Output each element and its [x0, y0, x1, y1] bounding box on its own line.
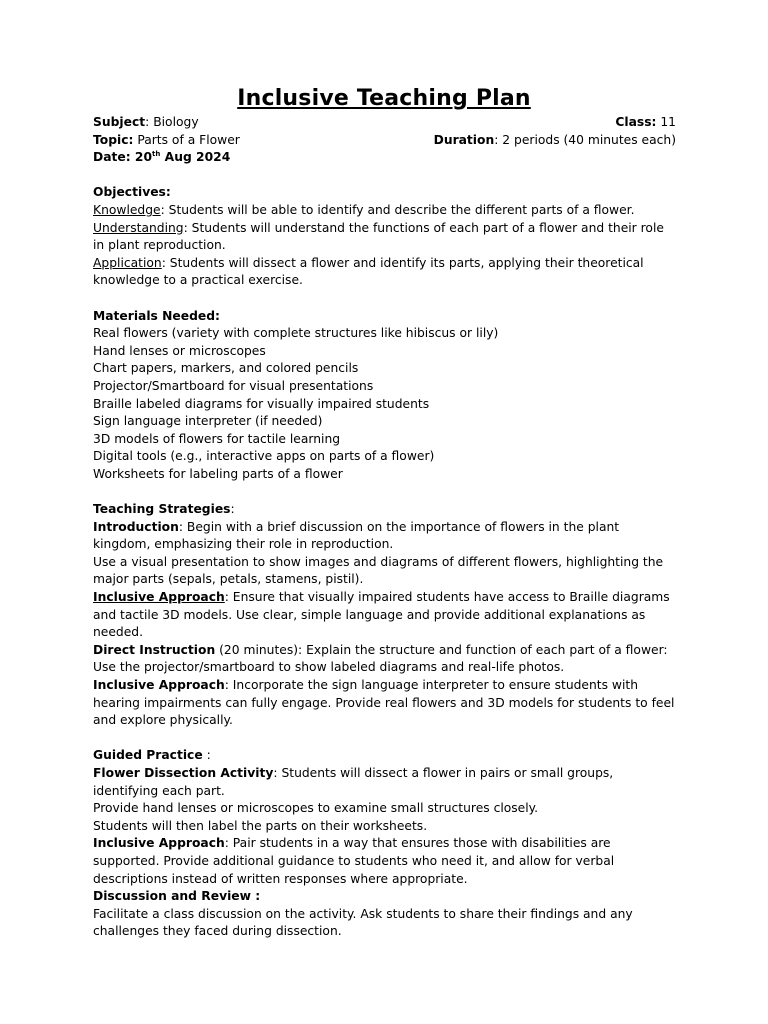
subject-class-row — [93, 114, 676, 132]
strategies-heading: Teaching Strategies: — [93, 502, 235, 517]
discussion-review-heading: Discussion and Review : — [93, 889, 261, 904]
material-item: Chart papers, markers, and colored pencils — [93, 361, 359, 376]
strategy-inclusive-approach-1: Inclusive Approach: Ensure that visually impaired students have access to Braille diagrams and tactile 3D models. Use clear, simple language and provide additional explanations as needed. — [93, 590, 670, 640]
strategy-direct-instruction: Direct Instruction (20 minutes): Explain the structure and function of each part of a flower: — [93, 642, 668, 657]
page-title: Inclusive Teaching Plan — [237, 86, 531, 111]
document-body — [93, 114, 676, 941]
material-item: 3D models of flowers for tactile learning — [93, 431, 341, 446]
duration-field: Duration: 2 periods (40 minutes each) — [433, 132, 676, 147]
strategy-projector: Use the projector/smartboard to show labeled diagrams and real-life photos. — [93, 660, 565, 675]
materials-heading: Materials Needed: — [93, 308, 220, 323]
subject-field: Subject: Biology — [93, 115, 199, 129]
guided-lenses: Provide hand lenses or microscopes to examine small structures closely. — [93, 801, 539, 816]
topic-duration-row — [93, 132, 676, 150]
guided-dissection: Flower Dissection Activity: Students will dissect a flower in pairs or small groups, identifying each part. — [93, 765, 614, 798]
strategy-introduction: Introduction: Begin with a brief discussion on the importance of flowers in the plant kingdom, emphasizing their role in reproduction. — [93, 519, 620, 552]
guided-inclusive-approach: Inclusive Approach: Pair students in a way that ensures those with disabilities are supported. Provide additional guidance to students who need it, and allow for verbal descriptions instead of written responses where appropriate. — [93, 836, 615, 886]
topic-field: Topic: Parts of a Flower — [93, 132, 240, 147]
material-item: Real flowers (variety with complete structures like hibiscus or lily) — [93, 326, 499, 341]
material-item: Digital tools (e.g., interactive apps on parts of a flower) — [93, 449, 435, 464]
strategy-inclusive-approach-2: Inclusive Approach: Incorporate the sign language interpreter to ensure students with hearing impairments can fully engage. Provide real flowers and 3D models for students to feel and explore physically. — [93, 678, 675, 728]
objective-understanding: Understanding: Students will understand the functions of each part of a flower and their role in plant reproduction. — [93, 220, 664, 253]
material-item: Hand lenses or microscopes — [93, 343, 266, 358]
guided-practice-heading: Guided Practice : — [93, 748, 211, 763]
discussion-review-text: Facilitate a class discussion on the activity. Ask students to share their findings and any challenges they faced during dissection. — [93, 906, 633, 939]
objectives-heading: Objectives: — [93, 185, 171, 200]
material-item: Worksheets for labeling parts of a flower — [93, 466, 343, 481]
class-field: Class: 11 — [615, 115, 676, 129]
objective-application: Application: Students will dissect a flower and identify its parts, applying their theoretical knowledge to a practical exercise. — [93, 255, 644, 288]
material-item: Projector/Smartboard for visual presentations — [93, 378, 374, 393]
objective-knowledge: Knowledge: Students will be able to identify and describe the different parts of a flower. — [93, 202, 635, 217]
strategy-visual: Use a visual presentation to show images and diagrams of different flowers, highlighting the major parts (sepals, petals, stamens, pistil). — [93, 554, 664, 587]
guided-labeling: Students will then label the parts on their worksheets. — [93, 818, 428, 833]
material-item: Braille labeled diagrams for visually impaired students — [93, 396, 430, 411]
material-item: Sign language interpreter (if needed) — [93, 414, 323, 429]
date-field: Date: 20th Aug 2024 — [93, 150, 231, 165]
